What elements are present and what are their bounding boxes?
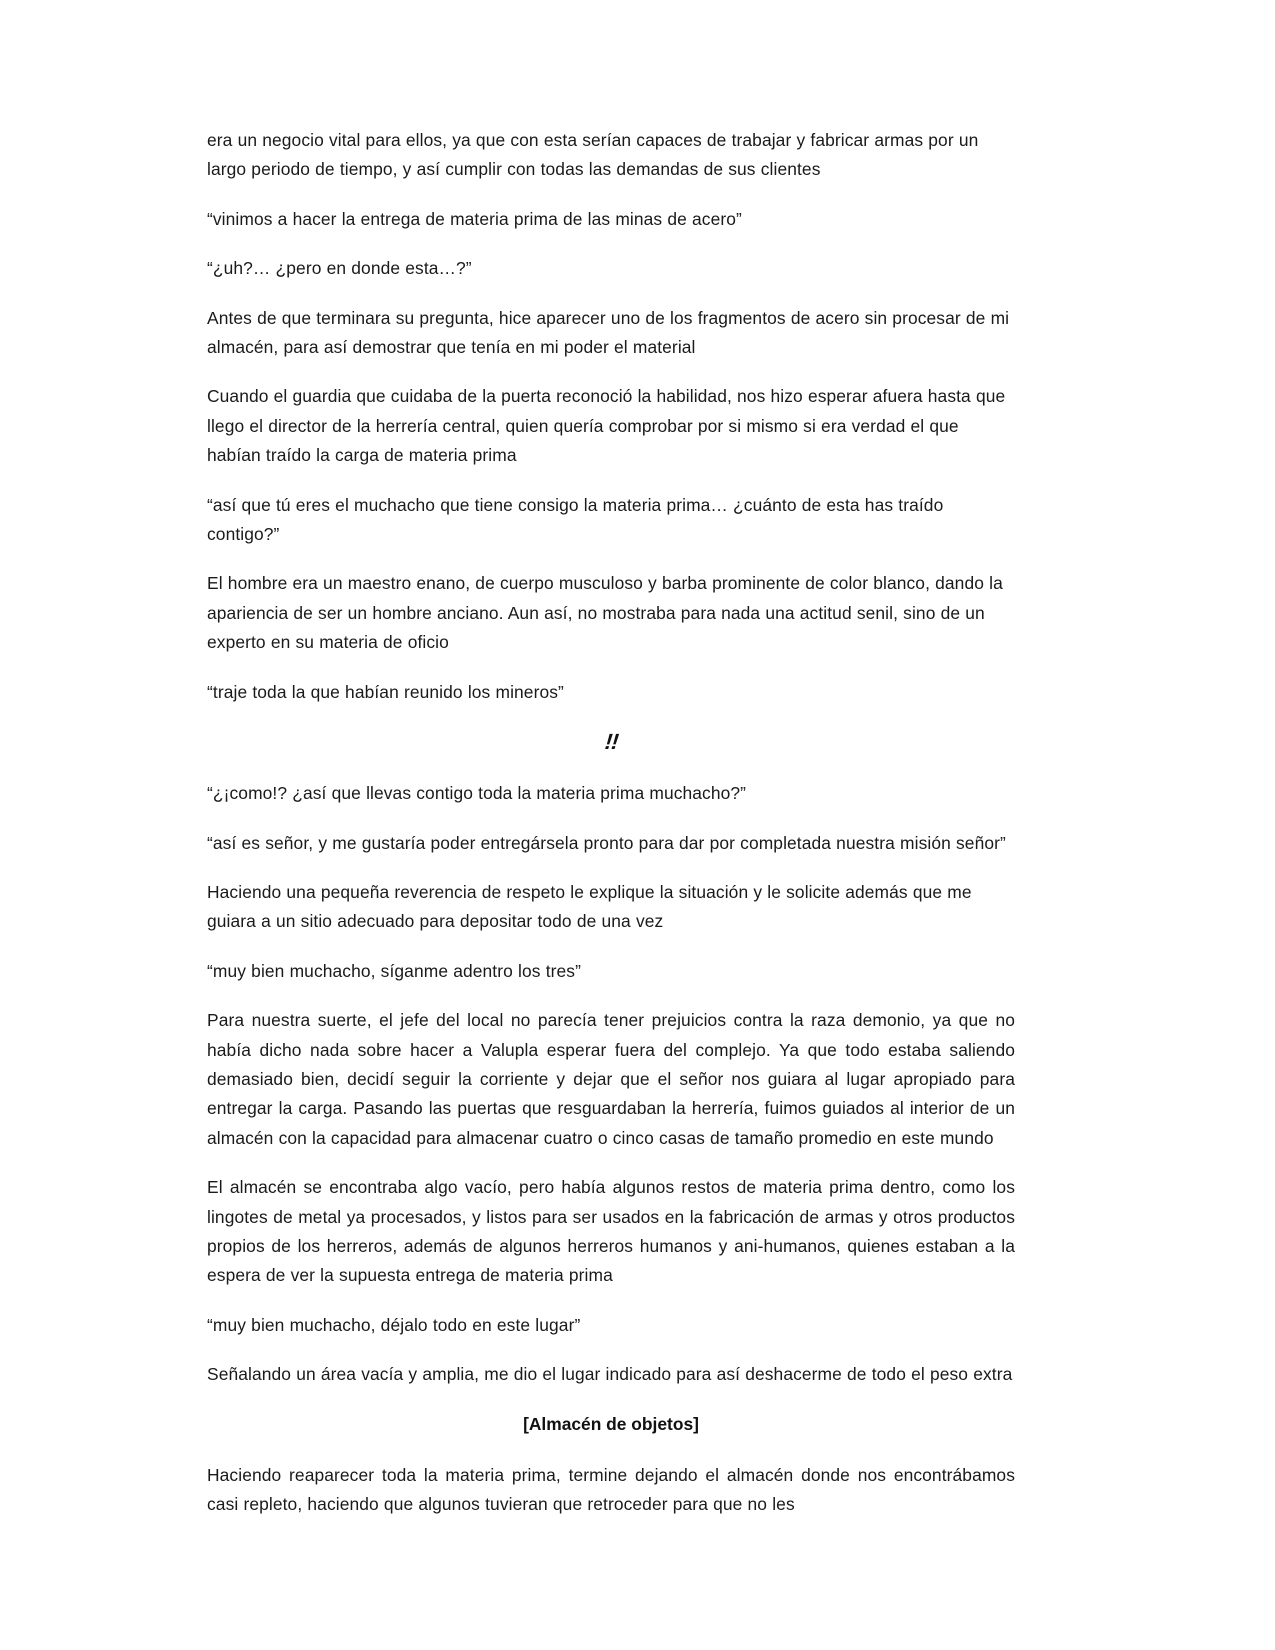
dialogue-block: “así es señor, y me gustaría poder entregársela pronto para dar por completada nuestra misión señor” [207, 832, 1006, 853]
paragraph-block: Para nuestra suerte, el jefe del local no parecía tener prejuicios contra la raza demonio, ya que no había dicho nada sobre hacer a Valupla esperar fuera del complejo. Ya que todo estaba saliendo demasiado bien, decidí seguir la corriente y dejar que el señor nos guiara al lugar apropiado para entregar la carga. Pasando las puertas que resguardaban la herrería, fuimos guiados al interior de un almacén con la capacidad para almacenar cuatro o cinco casas de tamaño promedio en este mundo [207, 1010, 1015, 1148]
dialogue-block: “¿¡como!? ¿así que llevas contigo toda la materia prima muchacho?” [207, 783, 747, 804]
document-text-column [207, 126, 1015, 1520]
scene-break-glyph: !! [603, 729, 619, 755]
dialogue-block: “vinimos a hacer la entrega de materia prima de las minas de acero” [207, 208, 742, 229]
dialogue-block: “muy bien muchacho, síganme adentro los tres” [207, 960, 581, 981]
dialogue-block: “muy bien muchacho, déjalo todo en este lugar” [207, 1314, 581, 1335]
section-heading: [Almacén de objetos] [523, 1413, 699, 1434]
dialogue-block: “así que tú eres el muchacho que tiene consigo la materia prima… ¿cuánto de esta has traído contigo?” [207, 494, 944, 545]
paragraph-block: Antes de que terminara su pregunta, hice aparecer uno de los fragmentos de acero sin procesar de mi almacén, para así demostrar que tenía en mi poder el material [207, 307, 1010, 358]
paragraph-block: Cuando el guardia que cuidaba de la puerta reconoció la habilidad, nos hizo esperar afuera hasta que llego el director de la herrería central, quien quería comprobar por si mismo si era verdad el que habían traído la carga de materia prima [207, 386, 1006, 466]
paragraph-block: El hombre era un maestro enano, de cuerpo musculoso y barba prominente de color blanco, dando la apariencia de ser un hombre anciano. Aun así, no mostraba para nada una actitud senil, sino de un experto en su materia de oficio [207, 573, 1003, 653]
dialogue-block: “traje toda la que habían reunido los mineros” [207, 681, 564, 702]
paragraph-block: Haciendo una pequeña reverencia de respeto le explique la situación y le solicite además que me guiara a un sitio adecuado para depositar todo de una vez [207, 881, 972, 932]
dialogue-block: “¿uh?… ¿pero en donde esta…?” [207, 258, 472, 279]
paragraph-block: Señalando un área vacía y amplia, me dio el lugar indicado para así deshacerme de todo el peso extra [207, 1364, 1013, 1385]
paragraph-block: era un negocio vital para ellos, ya que con esta serían capaces de trabajar y fabricar armas por un largo periodo de tiempo, y así cumplir con todas las demandas de sus clientes [207, 130, 979, 180]
scene-break-divider [207, 727, 1015, 757]
paragraph-block: El almacén se encontraba algo vacío, pero había algunos restos de materia prima dentro, como los lingotes de metal ya procesados, y listos para ser usados en la fabricación de armas y otros productos propios de los herreros, además de algunos herreros humanos y ani-humanos, quienes estaban a la espera de ver la supuesta entrega de materia prima [207, 1177, 1015, 1286]
paragraph-block: Haciendo reaparecer toda la materia prima, termine dejando el almacén donde nos encontrábamos casi repleto, haciendo que algunos tuvieran que retroceder para que no les [207, 1465, 1015, 1515]
